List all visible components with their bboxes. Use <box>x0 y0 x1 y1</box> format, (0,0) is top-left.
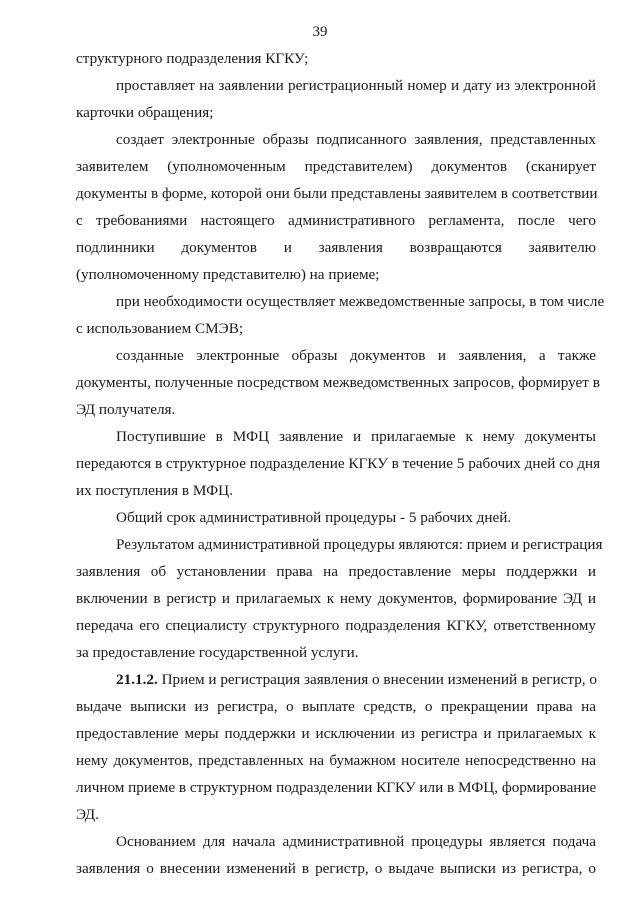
text-line: ЭД. <box>76 806 99 823</box>
text-line: проставляет на заявлении регистрационный номер и дату из электронной <box>116 77 596 94</box>
text-line: заявления об установлении права на предоставление меры поддержки и <box>76 563 596 580</box>
text-line: включении в регистр и прилагаемых к нему документов, формирование ЭД и <box>76 590 596 607</box>
text-line: (уполномоченному представителю) на приеме; <box>76 266 380 283</box>
text-line: передаются в структурное подразделение КГКУ в течение 5 рабочих дней со дня <box>76 455 601 472</box>
text-line: нему документов, представленных на бумажном носителе непосредственно на <box>76 752 596 769</box>
text-line: подлинники документов и заявления возвращаются заявителю <box>76 239 596 256</box>
text-line: при необходимости осуществляет межведомственные запросы, в том числе <box>116 293 605 310</box>
text-line: их поступления в МФЦ. <box>76 482 233 499</box>
text-line: карточки обращения; <box>76 104 214 121</box>
text-line: с требованиями настоящего административного регламента, после чего <box>76 212 596 229</box>
text-line: с использованием СМЭВ; <box>76 320 244 337</box>
text-line: документы, полученные посредством межведомственных запросов, формирует в <box>76 374 600 391</box>
section-heading-text: Прием и регистрация заявления о внесении изменений в регистр, о <box>157 671 597 688</box>
text-line: личном приеме в структурном подразделении КГКУ или в МФЦ, формирование <box>76 779 597 796</box>
section-heading-line <box>116 669 596 691</box>
text-line: документы в форме, которой они были представлены заявителем в соответствии <box>76 185 598 202</box>
section-number: 21.1.2. <box>116 671 158 688</box>
text-line: Основанием для начала административной процедуры является подача <box>116 833 596 850</box>
text-line: за предоставление государственной услуги. <box>76 644 359 661</box>
text-line: структурного подразделения КГКУ; <box>76 50 309 67</box>
text-line: созданные электронные образы документов и заявления, а также <box>116 347 596 364</box>
text-line: создает электронные образы подписанного заявления, представленных <box>116 131 596 148</box>
text-line: ЭД получателя. <box>76 401 176 418</box>
text-line: заявителем (уполномоченным представителем) документов (сканирует <box>76 158 596 175</box>
text-line: Поступившие в МФЦ заявление и прилагаемые к нему документы <box>116 428 596 445</box>
text-line: выдаче выписки из регистра, о выплате средств, о прекращении права на <box>76 698 596 715</box>
text-line: предоставление меры поддержки и исключении из регистра и прилагаемых к <box>76 725 596 742</box>
text-line: заявления о внесении изменений в регистр, о выдаче выписки из регистра, о <box>76 860 596 877</box>
page-number: 39 <box>312 24 328 40</box>
text-line: Результатом административной процедуры являются: прием и регистрация <box>116 536 603 553</box>
text-line: Общий срок административной процедуры - 5 рабочих дней. <box>116 509 512 526</box>
text-line: передача его специалисту структурного подразделения КГКУ, ответственному <box>76 617 596 634</box>
